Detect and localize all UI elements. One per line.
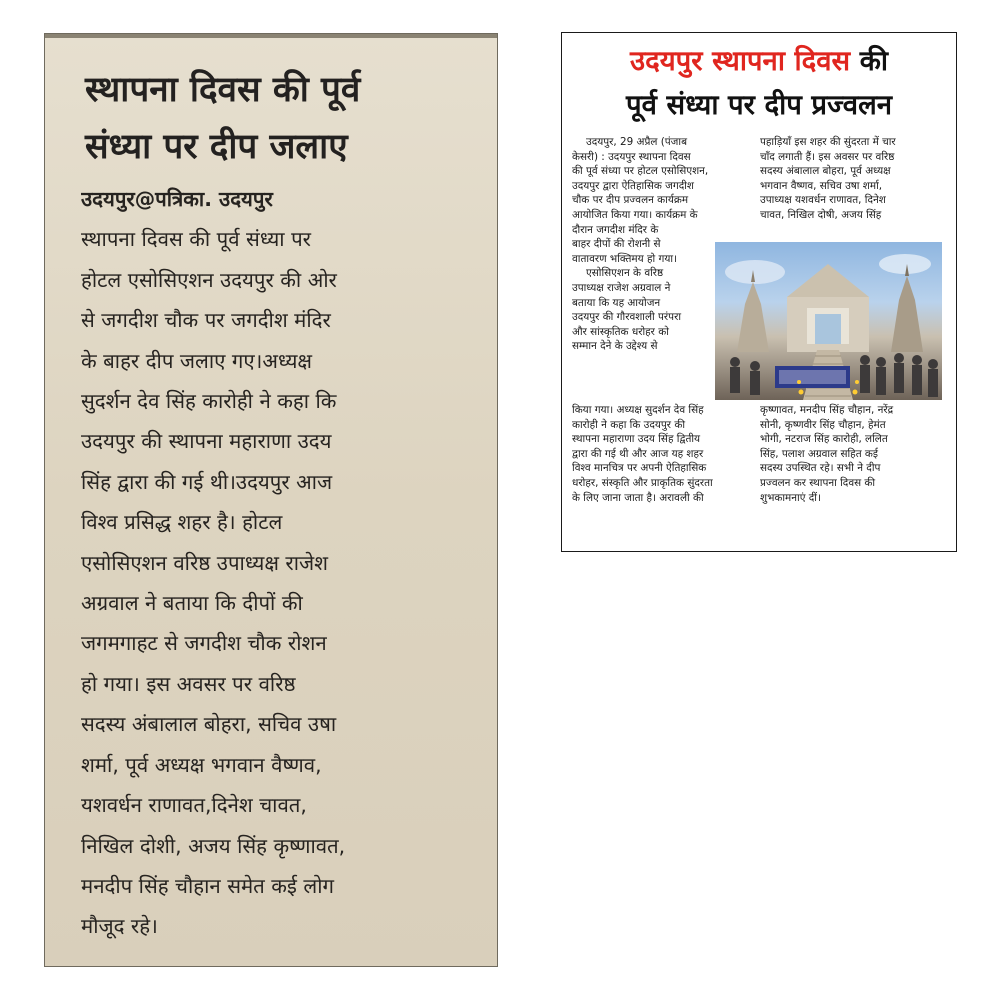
right-headline-line-1 — [562, 39, 956, 83]
left-headline-line-1: स्थापना दिवस की पूर्व — [85, 70, 361, 110]
left-body-line: होटल एसोसिएशन उदयपुर की ओर — [81, 267, 337, 292]
left-body-line: स्थापना दिवस की पूर्व संध्या पर — [81, 227, 311, 252]
left-body-line: अग्रवाल ने बताया कि दीपों की — [81, 591, 303, 616]
right-body-line: कारोही ने कहा कि उदयपुर की — [572, 418, 686, 431]
right-body-line: एसोसिएशन के वरिष्ठ — [586, 267, 664, 280]
temple-photo — [715, 242, 942, 400]
left-body-line: निखिल दोशी, अजय सिंह कृष्णावत, — [81, 833, 346, 858]
right-body-line: और सांस्कृतिक धरोहर को — [572, 325, 669, 338]
right-headline-red: उदयपुर स्थापना दिवस — [630, 45, 851, 77]
left-body-line: सिंह द्वारा की गई थी।उदयपुर आज — [81, 469, 333, 494]
right-body-line: सम्मान देने के उद्देश्य से — [572, 340, 658, 353]
temple-photo-icon — [715, 242, 942, 400]
right-body-line: उपाध्यक्ष यशवर्धन राणावत, दिनेश — [760, 194, 886, 207]
left-news-clipping — [44, 33, 498, 967]
right-body-line: चावत, निखिल दोषी, अजय सिंह — [760, 208, 882, 221]
right-body-line: उपाध्यक्ष राजेश अग्रवाल ने — [572, 281, 671, 294]
right-body-line: चाँद लगाती हैं। इस अवसर पर वरिष्ठ — [760, 150, 895, 163]
left-body-line: यशवर्धन राणावत,दिनेश चावत, — [81, 793, 307, 818]
right-column-d — [760, 403, 942, 505]
left-body-line: सदस्य अंबालाल बोहरा, सचिव उषा — [81, 712, 337, 737]
right-body-line: उदयपुर द्वारा ऐतिहासिक जगदीश — [572, 179, 695, 192]
right-body-line: चौक पर दीप प्रज्वलन कार्यक्रम — [572, 194, 689, 207]
right-body-line: बताया कि यह आयोजन — [572, 296, 661, 309]
left-body-line: शर्मा, पूर्व अध्यक्ष भगवान वैष्णव, — [81, 752, 322, 777]
right-body-line: की पूर्व संध्या पर होटल एसोसिएशन, — [572, 165, 709, 178]
left-dateline: उदयपुर@पत्रिका. उदयपुर — [81, 187, 273, 211]
left-headline — [85, 62, 485, 176]
right-body-line: उदयपुर की गौरवशाली परंपरा — [572, 311, 682, 324]
right-body-line: केसरी) : उदयपुर स्थापना दिवस — [572, 150, 691, 163]
right-body-line: सोनी, कृष्णवीर सिंह चौहान, हेमंत — [760, 418, 886, 431]
right-news-clipping — [561, 32, 957, 552]
left-body-line: के बाहर दीप जलाए गए।अध्यक्ष — [81, 348, 313, 373]
left-headline-line-2: संध्या पर दीप जलाए — [85, 127, 348, 167]
right-headline-line-2: पूर्व संध्या पर दीप प्रज्वलन — [626, 89, 892, 121]
left-body-line: एसोसिएशन वरिष्ठ उपाध्यक्ष राजेश — [81, 550, 329, 575]
right-body-line: सदस्य अंबालाल बोहरा, पूर्व अध्यक्ष — [760, 165, 891, 178]
right-body-line: धरोहर, संस्कृति और प्राकृतिक सुंदरता — [572, 476, 713, 489]
right-body-line: के लिए जाना जाता है। अरावली की — [572, 491, 704, 504]
left-article-body — [81, 179, 491, 947]
right-column-c — [572, 403, 750, 505]
right-body-line: वातावरण भक्तिमय हो गया। — [572, 252, 677, 265]
left-body-line: उदयपुर की स्थापना महाराणा उदय — [81, 429, 332, 454]
right-body-line: बाहर दीपों की रोशनी से — [572, 238, 661, 251]
left-body-line: जगमगाहट से जगदीश चौक रोशन — [81, 631, 327, 656]
right-body-line: किया गया। अध्यक्ष सुदर्शन देव सिंह — [572, 404, 704, 416]
right-column-b — [760, 135, 942, 223]
left-body-line: हो गया। इस अवसर पर वरिष्ठ — [81, 671, 296, 696]
left-body-line: मौजूद रहे। — [81, 914, 158, 939]
left-body-line: से जगदीश चौक पर जगदीश मंदिर — [81, 308, 331, 333]
right-dateline: उदयपुर, 29 अप्रैल (पंजाब — [586, 136, 688, 148]
right-body-line: शुभकामनाएं दीं। — [760, 491, 821, 504]
right-body-line: कृष्णावत, मनदीप सिंह चौहान, नरेंद्र — [760, 404, 894, 416]
left-body-line: विश्व प्रसिद्ध शहर है। होटल — [81, 510, 283, 535]
right-body-line: सिंह, पलाश अग्रवाल सहित कई — [760, 447, 878, 460]
right-body-line: प्रज्वलन कर स्थापना दिवस की — [760, 476, 876, 489]
right-body-line: विश्व मानचित्र पर अपनी ऐतिहासिक — [572, 462, 707, 475]
right-headline-rest: की — [850, 45, 888, 77]
right-body-line: भगवान वैष्णव, सचिव उषा शर्मा, — [760, 179, 883, 192]
right-body-line: पहाड़ियाँ इस शहर की सुंदरता में चार — [760, 136, 896, 148]
right-body-line: दौरान जगदीश मंदिर के — [572, 223, 659, 236]
clipping-top-rule — [45, 34, 497, 38]
right-body-line: सदस्य उपस्थित रहे। सभी ने दीप — [760, 462, 881, 475]
left-body-line: मनदीप सिंह चौहान समेत कई लोग — [81, 873, 335, 898]
right-body-line: भोगी, नटराज सिंह कारोही, ललित — [760, 433, 888, 446]
right-headline — [562, 39, 956, 127]
right-body-line: द्वारा की गई थी और आज यह शहर — [572, 447, 704, 460]
right-body-line: स्थापना महाराणा उदय सिंह द्वितीय — [572, 433, 701, 446]
right-body-line: आयोजित किया गया। कार्यक्रम के — [572, 208, 698, 221]
left-body-line: सुदर्शन देव सिंह कारोही ने कहा कि — [81, 389, 337, 414]
